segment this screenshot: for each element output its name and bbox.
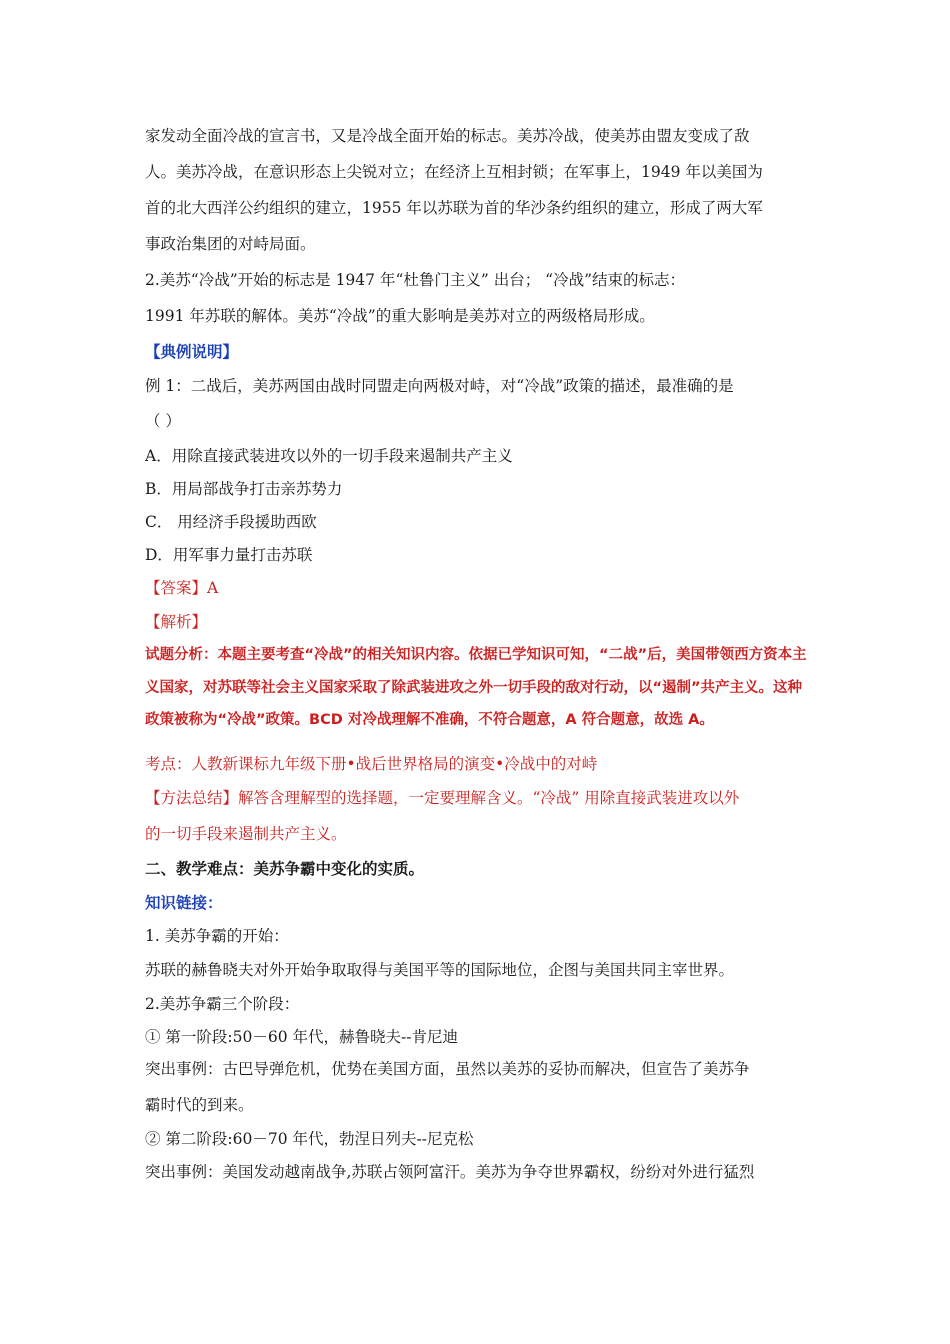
option-c: C． 用经济手段援助西欧 <box>145 513 317 531</box>
analysis-text: 试题分析：本题主要考查“冷战”的相关知识内容。依据已学知识可知，“二战”后，美国带领西方资本主 <box>145 647 807 663</box>
paragraph-line: 人。美苏冷战，在意识形态上尖锐对立；在经济上互相封锁；在军事上，1949 年以美国为 <box>145 163 763 181</box>
paragraph-line: ② 第二阶段:60－70 年代，勃涅日列夫--尼克松 <box>145 1130 474 1148</box>
paragraph-line: 苏联的赫鲁晓夫对外开始争取取得与美国平等的国际地位，企图与美国共同主宰世界。 <box>145 961 735 979</box>
paragraph-line: 2.美苏“冷战”开始的标志是 1947 年“杜鲁门主义” 出台； “冷战”结束的标志： <box>145 271 685 289</box>
paragraph-line: ① 第一阶段:50－60 年代，赫鲁晓夫--肯尼迪 <box>145 1028 458 1046</box>
analysis-text: 政策被称为“冷战”政策。BCD 对冷战理解不准确，不符合题意，A 符合题意，故选 A。 <box>145 712 714 728</box>
analysis-text: 义国家，对苏联等社会主义国家采取了除武装进攻之外一切手段的敌对行动，以“遏制”共产主义。这种 <box>145 680 803 696</box>
exam-point: 考点：人教新课标九年级下册•战后世界格局的演变•冷战中的对峙 <box>145 755 598 773</box>
paragraph-line: 首的北大西洋公约组织的建立，1955 年以苏联为首的华沙条约组织的建立，形成了两大军 <box>145 199 763 217</box>
option-a: A．用除直接武装进攻以外的一切手段来遏制共产主义 <box>145 447 513 465</box>
analysis-label: 【解析】 <box>145 613 208 631</box>
paragraph-line: 突出事例：古巴导弹危机，优势在美国方面，虽然以美苏的妥协而解决，但宣告了美苏争 <box>145 1060 750 1078</box>
paragraph-line: 突出事例：美国发动越南战争,苏联占领阿富汗。美苏为争夺世界霸权，纷纷对外进行猛烈 <box>145 1163 755 1181</box>
section-heading-example: 【典例说明】 <box>145 342 239 361</box>
paragraph-line: 家发动全面冷战的宣言书，又是冷战全面开始的标志。美苏冷战，使美苏由盟友变成了敌 <box>145 127 750 145</box>
paragraph-line: 事政治集团的对峙局面。 <box>145 235 316 253</box>
paragraph-line: 霸时代的到来。 <box>145 1096 254 1114</box>
option-d: D．用军事力量打击苏联 <box>145 546 313 564</box>
method-summary: 的一切手段来遏制共产主义。 <box>145 825 347 843</box>
answer-blank: （ ） <box>145 412 181 430</box>
paragraph-line: 2.美苏争霸三个阶段： <box>145 995 300 1013</box>
knowledge-link-heading: 知识链接： <box>145 893 223 912</box>
answer-label: 【答案】A <box>145 579 219 597</box>
question-stem: 例 1：二战后，美苏两国由战时同盟走向两极对峙，对“冷战”政策的描述，最准确的是 <box>145 377 734 395</box>
paragraph-line: 1. 美苏争霸的开始： <box>145 927 289 945</box>
method-summary: 【方法总结】解答含理解型的选择题，一定要理解含义。“冷战” 用除直接武装进攻以外 <box>145 789 740 807</box>
section-heading-difficulty: 二、教学难点：美苏争霸中变化的实质。 <box>145 859 425 878</box>
option-b: B．用局部战争打击亲苏势力 <box>145 480 343 498</box>
paragraph-line: 1991 年苏联的解体。美苏“冷战”的重大影响是美苏对立的两级格局形成。 <box>145 307 655 325</box>
